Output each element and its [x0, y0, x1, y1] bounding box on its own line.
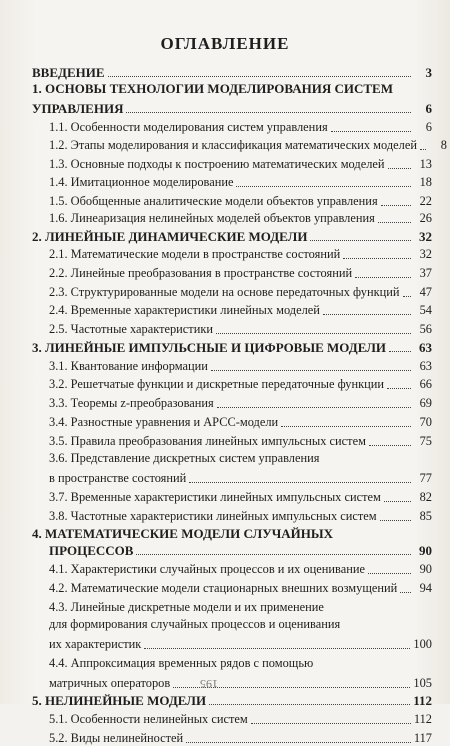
- toc-entry-text: ВВЕДЕНИЕ: [32, 65, 105, 80]
- toc-entry-4-3: [32, 596, 432, 615]
- toc-entry-chapter-3: [32, 337, 432, 355]
- toc-entry-page: 63: [419, 359, 432, 373]
- toc-entry-1-2: [32, 135, 447, 153]
- toc-entry-page: 63: [419, 340, 432, 355]
- toc-entry-text: 3.4. Разностные уравнения и АРСС-модели: [49, 415, 279, 429]
- toc-entry-text: 2.4. Временные характеристики линейных моделей: [49, 303, 320, 317]
- toc-entry-text: 1.3. Основные подходы к построению математических моделей: [49, 157, 385, 171]
- table-of-contents: [32, 63, 447, 746]
- leader-dots: [108, 75, 411, 77]
- leader-dots: [400, 591, 411, 593]
- toc-entry-page: 37: [419, 266, 432, 280]
- toc-entry-chapter-1-cont: [32, 96, 432, 116]
- toc-entry-1-4: [32, 172, 432, 190]
- toc-entry-text: их характеристик: [49, 637, 142, 651]
- toc-entry-page: 105: [413, 676, 432, 690]
- toc-entry-text: 5.1. Особенности нелинейных систем: [49, 712, 248, 726]
- toc-entry-text: ПРОЦЕССОВ: [49, 543, 134, 558]
- toc-entry-3-2: [32, 374, 432, 392]
- leader-dots: [389, 350, 411, 352]
- leader-dots: [381, 204, 411, 206]
- toc-entry-text: 1.4. Имитационное моделирование: [49, 175, 234, 189]
- toc-entry-chapter-4: [32, 524, 432, 541]
- toc-entry-1-5: [32, 190, 432, 209]
- toc-entry-3-5: [32, 430, 432, 449]
- toc-entry-text: 3.2. Решетчатые функции и дискретные передаточные функции: [49, 377, 385, 391]
- toc-entry-3-6: [32, 449, 432, 466]
- toc-entry-text: для формирования случайных процессов и оценивания: [49, 617, 341, 631]
- toc-entry-page: 32: [419, 229, 432, 244]
- page-number: 195: [200, 677, 218, 691]
- leader-dots: [217, 406, 411, 408]
- toc-entry-page: 69: [419, 396, 432, 410]
- toc-entry-page: 26: [419, 211, 432, 225]
- toc-entry-3-1: [32, 355, 432, 374]
- toc-entry-text: 2.3. Структурированные модели на основе передаточных функций: [49, 285, 400, 299]
- leader-dots: [387, 387, 411, 389]
- toc-entry-text: 3.8. Частотные характеристики линейных импульсных систем: [49, 509, 377, 523]
- leader-dots: [368, 572, 411, 574]
- toc-entry-1-1: [32, 116, 432, 135]
- toc-entry-4-4-cont: [32, 671, 432, 691]
- toc-entry-page: 56: [419, 322, 432, 336]
- leader-dots: [380, 519, 411, 521]
- toc-entry-3-8: [32, 505, 432, 524]
- toc-entry-page: 66: [419, 377, 432, 391]
- toc-entry-page: 70: [419, 415, 432, 429]
- toc-entry-text: 2. ЛИНЕЙНЫЕ ДИНАМИЧЕСКИЕ МОДЕЛИ: [32, 229, 308, 244]
- toc-entry-chapter-2: [32, 226, 432, 244]
- toc-entry-5-1: [32, 708, 432, 727]
- toc-entry-text: 5. НЕЛИНЕЙНЫЕ МОДЕЛИ: [32, 693, 207, 708]
- toc-entry-text: матричных операторов: [49, 676, 171, 690]
- toc-entry-text: 2.1. Математические модели в пространстве состояний: [49, 247, 341, 261]
- toc-entry-text: 3.6. Представление дискретных систем управления: [49, 451, 320, 465]
- toc-entry-text: 1. ОСНОВЫ ТЕХНОЛОГИИ МОДЕЛИРОВАНИЯ СИСТЕМ: [32, 81, 393, 96]
- leader-dots: [369, 444, 411, 446]
- toc-entry-page: 8: [440, 138, 447, 152]
- toc-entry-text: 3.7. Временные характеристики линейных импульсных систем: [49, 490, 381, 504]
- toc-entry-text: 1.1. Особенности моделирования систем управления: [49, 120, 328, 134]
- leader-dots: [343, 257, 411, 259]
- leader-dots: [211, 369, 411, 371]
- toc-entry-page: 82: [419, 490, 432, 504]
- toc-entry-text: 4.1. Характеристики случайных процессов и их оценивание: [49, 562, 365, 576]
- toc-entry-page: 22: [419, 194, 432, 208]
- leader-dots: [378, 221, 411, 223]
- toc-entry-page: 54: [419, 303, 432, 317]
- toc-entry-2-1: [32, 244, 432, 262]
- leader-dots: [251, 722, 411, 724]
- toc-entry-page: 13: [419, 157, 432, 171]
- toc-entry-page: 85: [419, 509, 432, 523]
- toc-entry-text: 2.5. Частотные характеристики: [49, 322, 214, 336]
- leader-dots: [281, 425, 411, 427]
- toc-entry-text: 3.5. Правила преобразования линейных импульсных систем: [49, 434, 366, 448]
- toc-entry-text: 4.2. Математические модели стационарных внешних возмущений: [49, 581, 398, 595]
- toc-entry-page: 32: [419, 247, 432, 261]
- toc-entry-text: 3.3. Теоремы z-преобразования: [49, 396, 214, 410]
- toc-entry-text: 4.3. Линейные дискретные модели и их применение: [49, 600, 324, 614]
- leader-dots: [310, 239, 411, 241]
- toc-entry-chapter-4-cont: [32, 541, 432, 558]
- toc-entry-3-7: [32, 486, 432, 505]
- toc-entry-page: 18: [419, 175, 432, 189]
- toc-entry-4-3-cont: [32, 615, 432, 632]
- toc-entry-2-5: [32, 318, 432, 337]
- leader-dots: [186, 741, 411, 743]
- toc-entry-2-4: [32, 300, 432, 318]
- toc-entry-text: 1.5. Обобщенные аналитические модели объектов управления: [49, 194, 378, 208]
- leader-dots: [136, 553, 411, 555]
- toc-entry-text: 4. МАТЕМАТИЧЕСКИЕ МОДЕЛИ СЛУЧАЙНЫХ: [32, 526, 334, 541]
- leader-dots: [331, 130, 411, 132]
- toc-entry-4-3-cont2: [32, 632, 432, 652]
- leader-dots: [355, 276, 411, 278]
- toc-entry-text: УПРАВЛЕНИЯ: [32, 101, 124, 116]
- leader-dots: [209, 703, 410, 705]
- toc-entry-text: 4.4. Аппроксимация временных рядов с помощью: [49, 656, 314, 670]
- toc-entry-text: 5.2. Виды нелинейностей: [49, 731, 184, 745]
- toc-entry-text: в пространстве состояний: [49, 471, 187, 485]
- toc-entry-text: 2.2. Линейные преобразования в пространстве состояний: [49, 266, 353, 280]
- toc-entry-5-2: [32, 727, 432, 746]
- leader-dots: [384, 500, 411, 502]
- leader-dots: [323, 313, 411, 315]
- toc-entry-page: 117: [413, 731, 432, 745]
- leader-dots: [144, 647, 410, 649]
- toc-entry-text: 3. ЛИНЕЙНЫЕ ИМПУЛЬСНЫЕ И ЦИФРОВЫЕ МОДЕЛИ: [32, 340, 387, 355]
- toc-entry-text: 3.1. Квантование информации: [49, 359, 208, 373]
- toc-entry-page: 77: [419, 471, 432, 485]
- toc-entry-page: 6: [425, 120, 432, 134]
- toc-entry-page: 94: [419, 581, 432, 595]
- leader-dots: [216, 332, 411, 334]
- toc-entry-page: 112: [413, 693, 432, 708]
- toc-entry-3-4: [32, 411, 432, 430]
- toc-entry-2-2: [32, 262, 432, 281]
- toc-entry-3-6-cont: [32, 466, 432, 486]
- toc-entry-1-6: [32, 209, 432, 226]
- toc-entry-3-3: [32, 392, 432, 411]
- toc-entry-page: 6: [425, 101, 432, 116]
- toc-entry-page: 47: [419, 285, 432, 299]
- toc-entry-chapter-1: [32, 80, 432, 96]
- toc-entry-page: 90: [419, 562, 432, 576]
- toc-entry-1-3: [32, 153, 432, 172]
- toc-entry-page: 100: [413, 637, 432, 651]
- toc-entry-4-4: [32, 652, 432, 671]
- leader-dots: [126, 111, 411, 113]
- toc-entry-page: 75: [419, 434, 432, 448]
- leader-dots: [420, 148, 426, 150]
- leader-dots: [236, 185, 411, 187]
- toc-entry-text: 1.2. Этапы моделирования и классификация математических моделей: [49, 138, 417, 152]
- leader-dots: [189, 481, 411, 483]
- toc-entry-text: 1.6. Линеаризация нелинейных моделей объектов управления: [49, 211, 375, 225]
- toc-entry-introduction: [32, 63, 432, 80]
- toc-entry-page: 3: [425, 65, 432, 80]
- toc-entry-chapter-5: [32, 691, 432, 708]
- toc-entry-page: 90: [419, 543, 432, 558]
- leader-dots: [403, 295, 411, 297]
- toc-entry-2-3: [32, 281, 432, 300]
- page-title: ОГЛАВЛЕНИЕ: [160, 34, 290, 53]
- leader-dots: [388, 167, 411, 169]
- toc-entry-4-2: [32, 577, 432, 596]
- toc-entry-4-1: [32, 558, 432, 577]
- toc-entry-page: 112: [413, 712, 432, 726]
